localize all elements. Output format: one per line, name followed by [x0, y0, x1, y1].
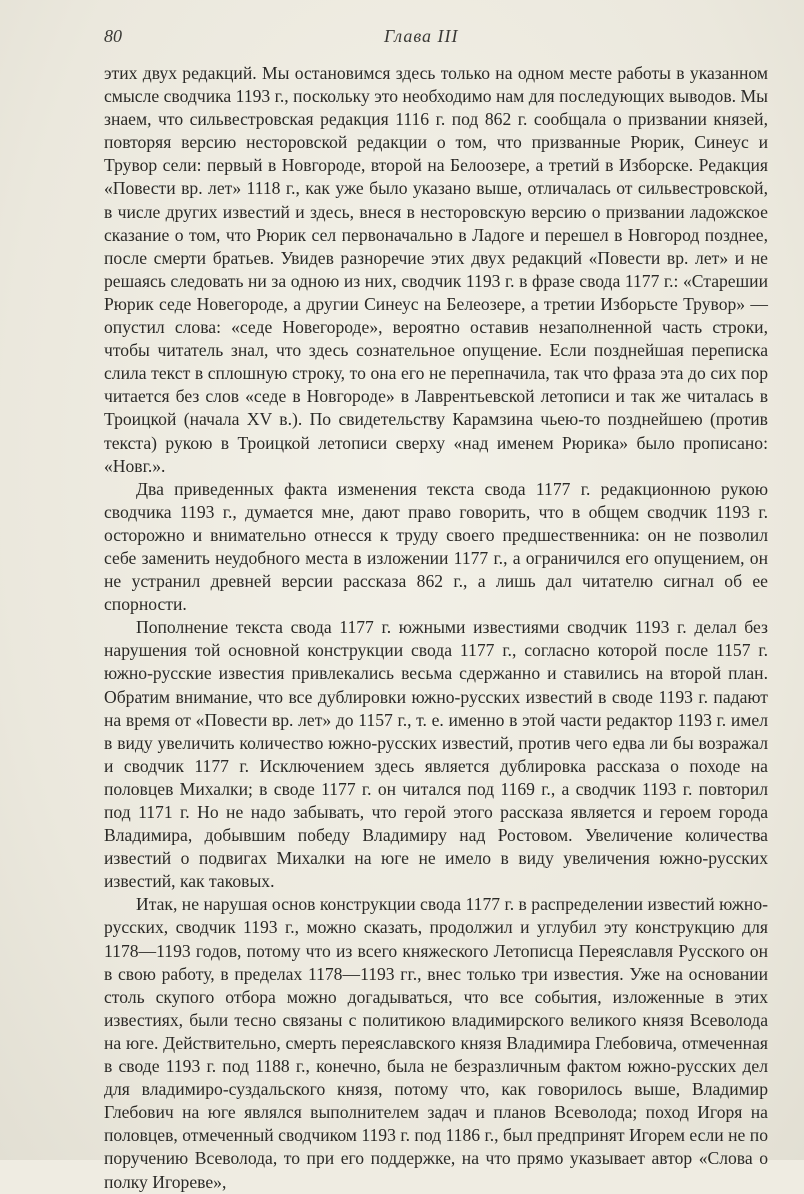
paragraph: Итак, не нарушая основ конструкции свода 1177 г. в распределении известий южно-русских, сводчик 1193 г., можно сказать, продолжил и углубил эту конструкцию для 1178—1193 годов, потому что из всего княжеского Летописца Переяславля Русского он в свою работу, в пределах 1178—1193 гг., внес только три известия. Уже на основании столь скупого отбора можно догадываться, что все события, изложенные в этих известиях, были тесно связаны с политикою владимирского великого князя Всеволода на юге. Действительно, смерть переяславского князя Владимира Глебовича, отмеченная в своде 1193 г. под 1188 г., конечно, была не безразличным фактом южно-русских дел для владимиро-суздальского князя, потому что, как говорилось выше, Владимир Глебович на юге являлся выполнителем задач и планов Всеволода; поход Игоря на половцев, отмеченный сводчиком 1193 г. под 1186 г., был предпринят Игорем если не по поручению Всеволода, то при его поддержке, на что прямо указывает автор «Слова о полку Игореве», [104, 894, 768, 1192]
paragraph: Два приведенных факта изменения текста свода 1177 г. редакционною рукою сводчика 1193 г., думается мне, дают право говорить, что в общем сводчик 1193 г. осторожно и внимательно отнесся к труду своего предшественника: он не позволил себе заменить неудобного места в изложении 1177 г., а ограничился его опущением, он не устранил древней версии рассказа 862 г., а лишь дал читателю сигнал об ее спорности. [104, 478, 768, 615]
page-number: 80 [104, 26, 122, 46]
page-header [104, 26, 764, 52]
body-text [104, 62, 768, 1194]
paragraph: Пополнение текста свода 1177 г. южными известиями сводчик 1193 г. делал без нарушения той основной конструкции свода 1177 г., согласно которой после 1157 г. южно-русские известия привлекались весьма сдержанно и ставились на второй план. Обратим внимание, что все дублировки южно-русских известий в своде 1193 г. падают на время от «Повести вр. лет» до 1157 г., т. е. именно в этой части редактор 1193 г. имел в виду увеличить количество южно-русских известий, против чего едва ли бы возражал и сводчик 1177 г. Исключением здесь является дублировка рассказа о походе на половцев Михалки; в своде 1177 г. он читался под 1169 г., а сводчик 1193 г. повторил под 1171 г. Но не надо забывать, что герой этого рассказа является и героем города Владимира, добывшим победу Владимиру над Ростовом. Увеличение количества известий о подвигах Михалки на юге не имело в виду увеличения южно-русских известий, как таковых. [104, 617, 768, 892]
running-head: Глава III [384, 26, 459, 46]
paragraph: этих двух редакций. Мы остановимся здесь только на одном месте работы в указанном смысле сводчика 1193 г., поскольку это необходимо нам для последующих выводов. Мы знаем, что сильвестровская редакция 1116 г. под 862 г. сообщала о призвании князей, повторяя версию несторовской редакции о том, что призванные Рюрик, Синеус и Трувор сели: первый в Новгороде, второй на Белоозере, а третий в Изборске. Редакция «Повести вр. лет» 1118 г., как уже было указано выше, отличалась от сильвестровской, в числе других известий и здесь, внеся в несторовскую версию о призвании ладожское сказание о том, что Рюрик сел первоначально в Ладоге и перешел в Новгород позднее, после смерти братьев. Увидев разноречие этих двух редакций «Повести вр. лет» и не решаясь следовать ни за одною из них, сводчик 1193 г. в фразе свода 1177 г.: «Старешии Рюрик седе Новегороде, а другии Синеус на Белеозере, а третии Изборьсте Трувор» — опустил слова: «седе Новегороде», вероятно оставив незаполненной часть строки, чтобы читатель знал, что здесь сознательное опущение. Если позднейшая переписка слила текст в сплошную строку, то она его не перепначила, так что фраза эта до сих пор читается без слов «седе в Новгороде» в Лаврентьевской летописи и так же читалась в Троицкой (начала XV в.). По свидетельству Карамзина чьею-то позднейшею (против текста) рукою в Троицкой летописи сверху «над именем Рюрика» было прописано: «Новг.». [104, 63, 768, 476]
